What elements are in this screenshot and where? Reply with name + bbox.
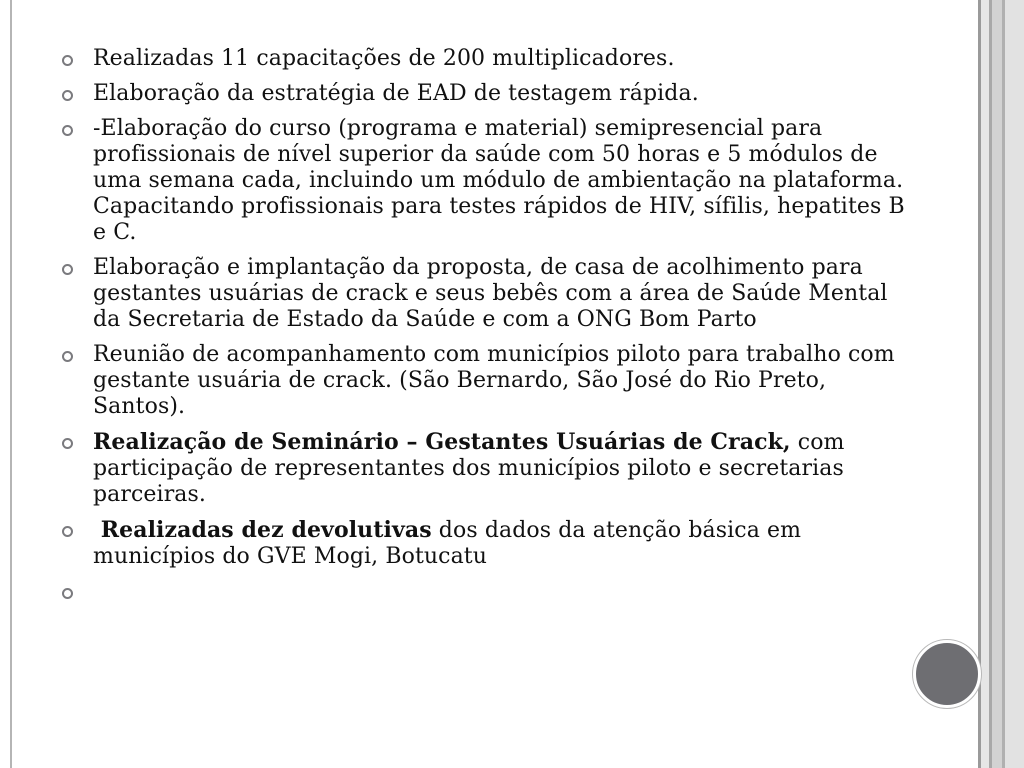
list-item: [62, 46, 922, 72]
list-item: [62, 517, 922, 570]
right-decorative-frame: [978, 0, 1024, 768]
left-border-line: [10, 0, 12, 768]
ring-bullet-icon: [62, 526, 73, 537]
list-item: [62, 579, 922, 605]
frame-band: [981, 0, 989, 768]
item-bold-text: Realização de Seminário – Gestantes Usuárias de Crack,: [93, 429, 791, 455]
item-text: dos dados da atenção básica em municípios do GVE Mogi, Botucatu: [93, 518, 802, 569]
item-text: com participação de representantes dos municípios piloto e secretarias parceiras.: [93, 430, 845, 507]
list-item: [62, 342, 922, 420]
ring-bullet-icon: [62, 55, 73, 66]
slide-body: [62, 46, 922, 614]
ring-bullet-icon: [62, 588, 73, 599]
list-item: [62, 81, 922, 107]
list-item: [62, 429, 922, 508]
item-text: Elaboração da estratégia de EAD de testagem rápida.: [93, 81, 699, 106]
ring-bullet-icon: [62, 351, 73, 362]
bullet-list: [62, 46, 922, 605]
ring-bullet-icon: [62, 90, 73, 101]
list-item: [62, 255, 922, 333]
item-bold-text: Realizadas dez devolutivas: [93, 517, 432, 543]
decorative-circle: [913, 640, 981, 708]
ring-bullet-icon: [62, 125, 73, 136]
item-text: -Elaboração do curso (programa e material) semipresencial para profissionais de nível superior da saúde com 50 horas e 5 módulos de uma semana cada, incluindo um módulo de ambientação na plataforma. Capacitando profissionais para testes rápidos de HIV, sífilis, hepatites B e C.: [93, 116, 905, 245]
ring-bullet-icon: [62, 264, 73, 275]
item-text: Realizadas 11 capacitações de 200 multiplicadores.: [93, 46, 675, 71]
frame-band: [992, 0, 1002, 768]
item-text: [93, 579, 100, 604]
list-item: [62, 116, 922, 246]
item-text: Elaboração e implantação da proposta, de casa de acolhimento para gestantes usuárias de crack e seus bebês com a área de Saúde Mental da Secretaria de Estado da Saúde e com a ONG Bom Parto: [93, 255, 888, 332]
ring-bullet-icon: [62, 438, 73, 449]
frame-band: [1005, 0, 1024, 768]
item-text: Reunião de acompanhamento com municípios piloto para trabalho com gestante usuária de crack. (São Bernardo, São José do Rio Preto, Santos).: [93, 342, 895, 419]
